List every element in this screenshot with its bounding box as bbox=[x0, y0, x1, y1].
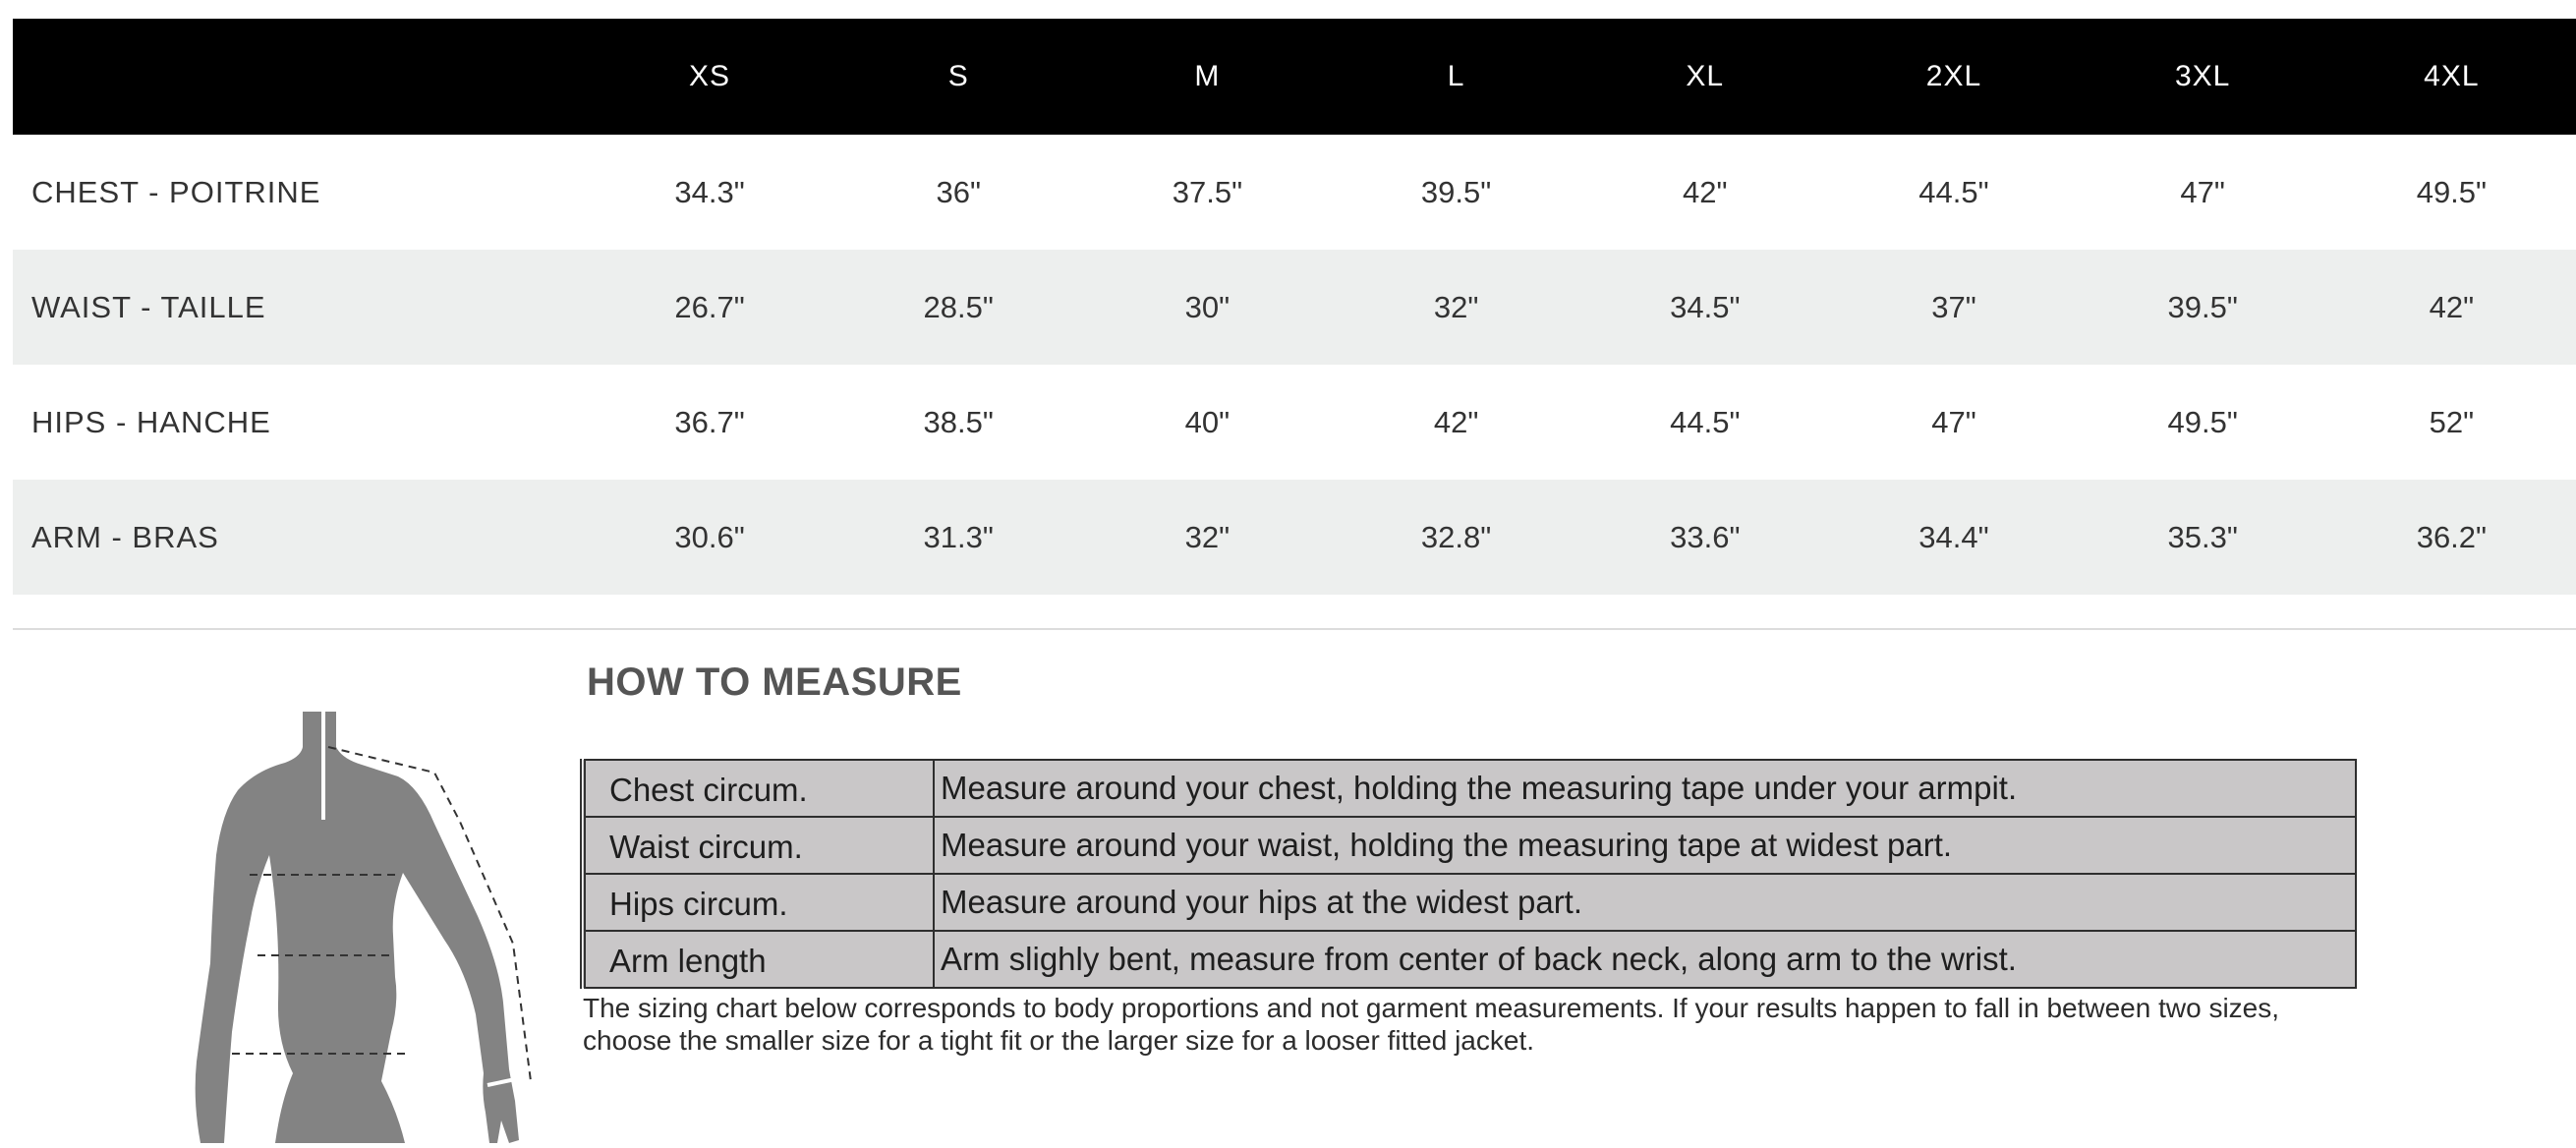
table-cell: 44.5" bbox=[1670, 404, 1741, 439]
size-header-3xl: 3XL bbox=[2174, 60, 2231, 92]
size-header-l: L bbox=[1447, 60, 1465, 92]
table-cell: 39.5" bbox=[2167, 289, 2238, 324]
table-row bbox=[583, 760, 2356, 817]
size-chart-table bbox=[13, 19, 2576, 595]
sizing-note: The sizing chart below corresponds to body proportions and not garment measurements. If your results happen to fall in between two sizes, choose the smaller size for a tight fit or the larger size for a looser fitted jacket. bbox=[583, 993, 2280, 1056]
section-divider bbox=[13, 628, 2576, 630]
table-row-hips bbox=[13, 365, 2576, 480]
size-header-2xl: 2XL bbox=[1925, 60, 1982, 92]
row-label: ARM - BRAS bbox=[31, 519, 219, 554]
table-cell: 38.5" bbox=[923, 404, 994, 439]
table-cell: 37" bbox=[1931, 289, 1976, 324]
measure-term: Chest circum. bbox=[583, 760, 934, 817]
table-cell: 35.3" bbox=[2167, 519, 2238, 554]
size-header-s: S bbox=[947, 60, 969, 92]
table-cell: 34.5" bbox=[1670, 289, 1741, 324]
table-row-chest bbox=[13, 135, 2576, 250]
table-row bbox=[583, 931, 2356, 988]
table-cell: 47" bbox=[2180, 174, 2225, 209]
header-blank-cell bbox=[13, 19, 585, 135]
measure-description: Measure around your hips at the widest part. bbox=[934, 874, 2356, 931]
table-cell: 33.6" bbox=[1670, 519, 1741, 554]
table-cell: 40" bbox=[1184, 404, 1231, 439]
measure-term: Arm length bbox=[583, 931, 934, 988]
size-header-4xl: 4XL bbox=[2424, 60, 2480, 92]
table-cell: 52" bbox=[2429, 404, 2475, 439]
measure-description: Measure around your chest, holding the measuring tape under your armpit. bbox=[934, 760, 2356, 817]
table-cell: 44.5" bbox=[1918, 174, 1989, 209]
how-to-measure-title: HOW TO MEASURE bbox=[587, 660, 962, 704]
table-row-arm bbox=[13, 480, 2576, 595]
body-measurement-figure-icon bbox=[187, 708, 560, 1143]
measurement-instructions-table bbox=[580, 759, 2357, 989]
table-cell: 39.5" bbox=[1420, 174, 1492, 209]
table-cell: 37.5" bbox=[1172, 174, 1243, 209]
measure-term: Hips circum. bbox=[583, 874, 934, 931]
row-label: CHEST - POITRINE bbox=[31, 174, 321, 209]
table-cell: 31.3" bbox=[923, 519, 994, 554]
table-cell: 30.6" bbox=[674, 519, 745, 554]
table-cell: 32.8" bbox=[1420, 519, 1492, 554]
table-cell: 49.5" bbox=[2416, 174, 2488, 209]
table-cell: 49.5" bbox=[2167, 404, 2238, 439]
table-cell: 42" bbox=[1433, 404, 1479, 439]
table-cell: 28.5" bbox=[923, 289, 994, 324]
table-cell: 36.7" bbox=[674, 404, 745, 439]
table-row bbox=[583, 817, 2356, 874]
table-row-waist bbox=[13, 250, 2576, 365]
size-header-m: M bbox=[1194, 60, 1221, 92]
row-label: HIPS - HANCHE bbox=[31, 404, 271, 439]
table-cell: 34.4" bbox=[1918, 519, 1989, 554]
table-cell: 32" bbox=[1433, 289, 1479, 324]
table-cell: 36" bbox=[936, 174, 981, 209]
table-cell: 32" bbox=[1184, 519, 1231, 554]
table-cell: 42" bbox=[1683, 174, 1728, 209]
measure-description: Arm slighly bent, measure from center of back neck, along arm to the wrist. bbox=[934, 931, 2356, 988]
size-header-xl: XL bbox=[1686, 60, 1725, 92]
table-row bbox=[583, 874, 2356, 931]
row-label: WAIST - TAILLE bbox=[31, 289, 266, 324]
table-cell: 30" bbox=[1184, 289, 1231, 324]
table-cell: 26.7" bbox=[674, 289, 745, 324]
table-cell: 34.3" bbox=[674, 174, 745, 209]
table-cell: 42" bbox=[2429, 289, 2475, 324]
measure-term: Waist circum. bbox=[583, 817, 934, 874]
table-cell: 36.2" bbox=[2416, 519, 2488, 554]
size-header-row bbox=[13, 19, 2576, 135]
measure-description: Measure around your waist, holding the measuring tape at widest part. bbox=[934, 817, 2356, 874]
size-header-xs: XS bbox=[689, 60, 731, 92]
table-cell: 47" bbox=[1931, 404, 1976, 439]
